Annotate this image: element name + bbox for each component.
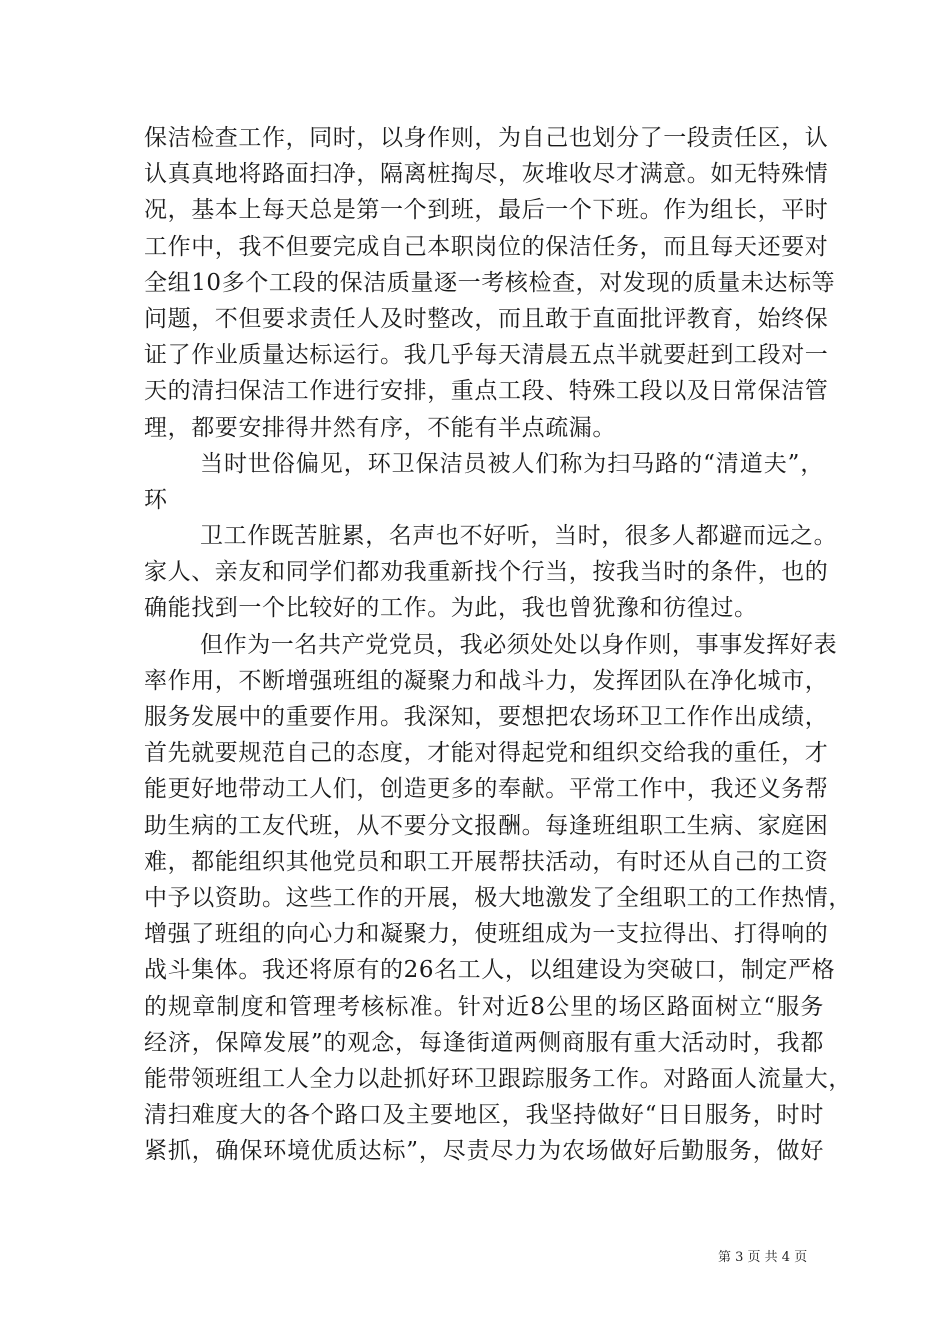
paragraph xyxy=(144,446,824,518)
text-line: 确能找到一个比较好的工作。为此，我也曾犹豫和彷徨过。 xyxy=(144,595,758,622)
text-line: 经济，保障发展”的观念，每逢街道两侧商服有重大活动时，我都 xyxy=(144,1029,824,1056)
text-line: 率作用，不断增强班组的凝聚力和战斗力，发挥团队在净化城市， xyxy=(144,667,829,694)
text-line: 认真真地将路面扫净，隔离桩掏尽，灰堆收尽才满意。如无特殊情 xyxy=(144,161,829,188)
text-line: 战斗集体。我还将原有的26名工人，以组建设为突破口，制定严格 xyxy=(144,957,836,984)
text-line: 首先就要规范自己的态度，才能对得起党和组织交给我的重任，才 xyxy=(144,740,829,767)
text-line: 证了作业质量达标运行。我几乎每天清晨五点半就要赶到工段对一 xyxy=(144,342,829,369)
paragraph xyxy=(144,120,836,446)
text-line: 环 xyxy=(144,486,168,513)
text-line: 当时世俗偏见，环卫保洁员被人们称为扫马路的“清道夫”， xyxy=(200,450,824,477)
text-line: 服务发展中的重要作用。我深知，要想把农场环卫工作作出成绩， xyxy=(144,704,829,730)
text-line: 家人、亲友和同学们都劝我重新找个行当，按我当时的条件，也的 xyxy=(144,559,829,586)
page-number: 第 3 页 共 4 页 xyxy=(718,1250,808,1265)
text-line: 中予以资助。这些工作的开展，极大地激发了全组职工的工作热情， xyxy=(144,884,852,911)
text-line: 清扫难度大的各个路口及主要地区，我坚持做好“日日服务，时时 xyxy=(144,1102,824,1129)
text-line: 能更好地带动工人们，创造更多的奉献。平常工作中，我还义务帮 xyxy=(144,776,829,803)
text-line: 问题，不但要求责任人及时整改，而且敢于直面批评教育，始终保 xyxy=(144,305,829,332)
text-line: 紧抓，确保环境优质达标”，尽责尽力为农场做好后勤服务，做好 xyxy=(144,1138,824,1165)
body-text xyxy=(144,120,852,1169)
text-line: 增强了班组的向心力和凝聚力，使班组成为一支拉得出、打得响的 xyxy=(144,921,829,948)
text-line: 卫工作既苦脏累，名声也不好听，当时，很多人都避而远之。 xyxy=(200,523,838,550)
paragraph xyxy=(144,627,852,1170)
paragraph xyxy=(144,518,838,627)
text-line: 的规章制度和管理考核标准。针对近8公里的场区路面树立“服务 xyxy=(144,993,824,1020)
text-line: 助生病的工友代班，从不要分文报酬。每逢班组职工生病、家庭困 xyxy=(144,812,829,839)
text-line: 天的清扫保洁工作进行安排，重点工段、特殊工段以及日常保洁管 xyxy=(144,378,829,405)
text-line: 但作为一名共产党党员，我必须处处以身作则，事事发挥好表 xyxy=(200,631,838,658)
text-line: 理，都要安排得井然有序，不能有半点疏漏。 xyxy=(144,414,616,441)
text-line: 能带领班组工人全力以赴抓好环卫跟踪服务工作。对路面人流量大， xyxy=(144,1065,852,1092)
text-line: 工作中，我不但要完成自己本职岗位的保洁任务，而且每天还要对 xyxy=(144,233,829,260)
text-line: 难，都能组织其他党员和职工开展帮扶活动，有时还从自己的工资 xyxy=(144,848,829,875)
text-line: 况，基本上每天总是第一个到班，最后一个下班。作为组长，平时 xyxy=(144,197,829,224)
text-line: 保洁检查工作，同时，以身作则，为自己也划分了一段责任区，认 xyxy=(144,125,829,151)
text-line: 全组10多个工段的保洁质量逐一考核检查，对发现的质量未达标等 xyxy=(144,269,836,296)
